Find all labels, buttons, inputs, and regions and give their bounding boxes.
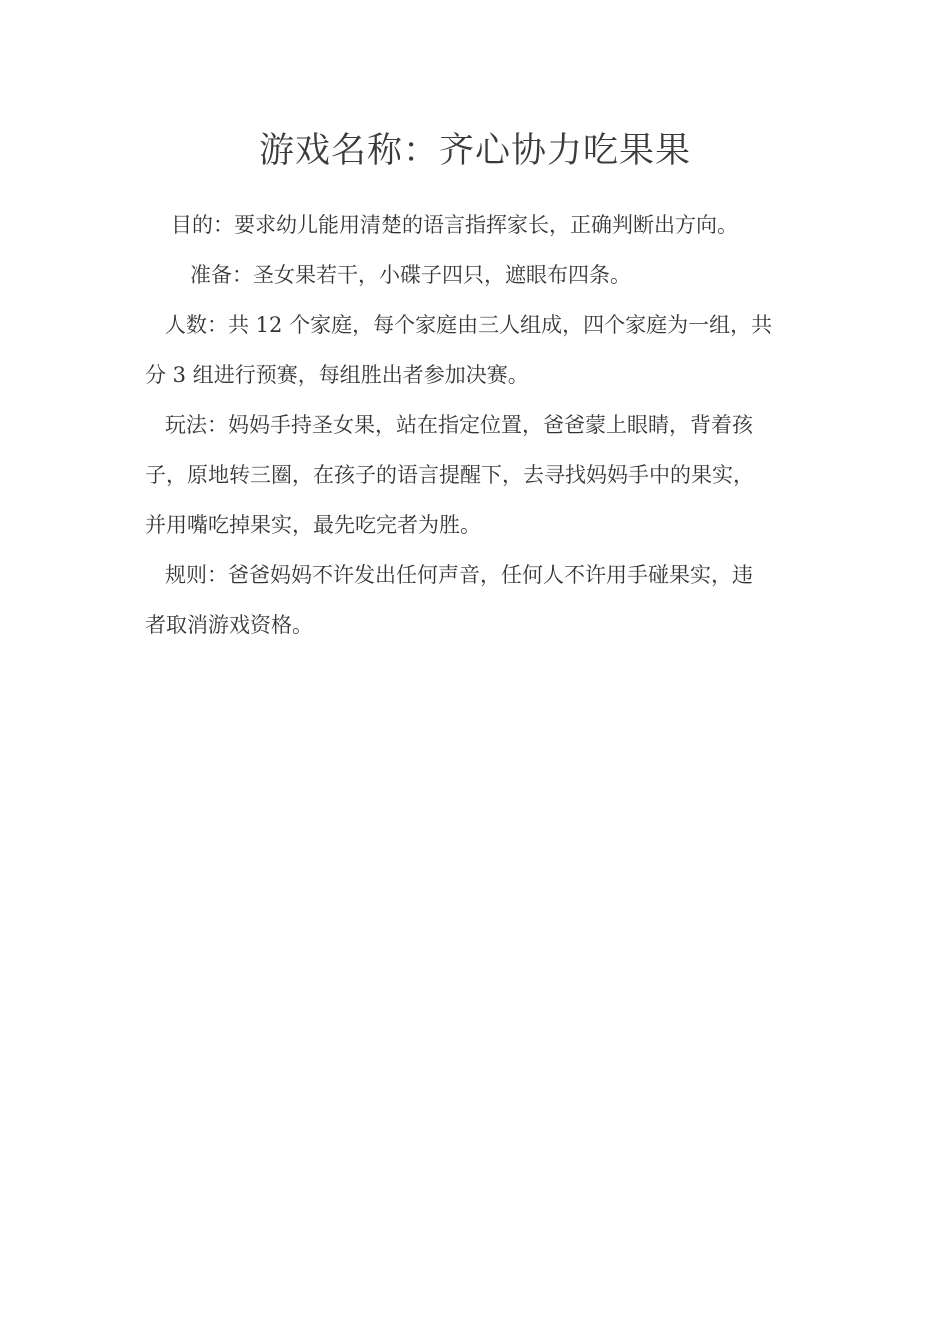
paragraph-rules bbox=[145, 550, 805, 650]
paragraph-line: 分 3 组进行预赛，每组胜出者参加决赛。 bbox=[145, 363, 529, 387]
paragraph-line: 子，原地转三圈，在孩子的语言提醒下，去寻找妈妈手中的果实， bbox=[145, 463, 754, 487]
paragraph-line: 准备：圣女果若干，小碟子四只，遮眼布四条。 bbox=[190, 263, 631, 287]
paragraph-line: 并用嘴吃掉果实，最先吃完者为胜。 bbox=[145, 513, 481, 537]
paragraph-line: 玩法：妈妈手持圣女果，站在指定位置，爸爸蒙上眼睛，背着孩 bbox=[165, 413, 753, 437]
paragraph-line: 人数：共 12 个家庭，每个家庭由三人组成，四个家庭为一组，共 bbox=[165, 313, 773, 337]
paragraph-line: 目的：要求幼儿能用清楚的语言指挥家长，正确判断出方向。 bbox=[171, 213, 738, 237]
paragraph-purpose bbox=[145, 200, 805, 250]
paragraph-participants bbox=[145, 300, 805, 400]
paragraph-line: 者取消游戏资格。 bbox=[145, 613, 313, 637]
paragraph-gameplay bbox=[145, 400, 805, 550]
document-title: 游戏名称：齐心协力吃果果 bbox=[258, 131, 691, 171]
paragraph-preparation bbox=[145, 250, 805, 300]
paragraph-line: 规则：爸爸妈妈不许发出任何声音，任何人不许用手碰果实，违 bbox=[165, 563, 753, 587]
